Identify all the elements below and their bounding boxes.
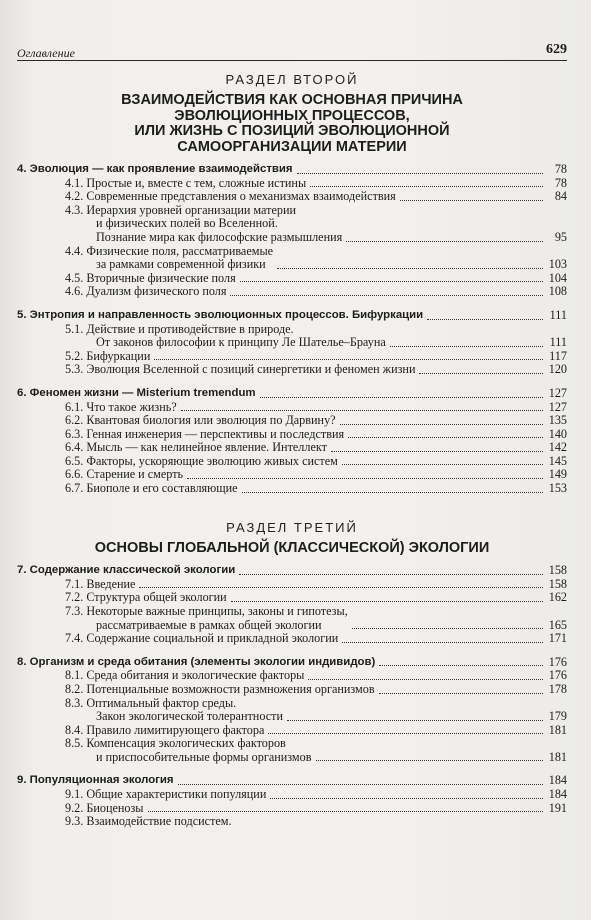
entry-line: 6.1. Что такое жизнь? bbox=[65, 399, 177, 414]
chapter-entry[interactable] bbox=[17, 387, 567, 401]
dot-leader bbox=[139, 587, 543, 588]
entry-page: 178 bbox=[548, 681, 567, 696]
table-of-contents bbox=[17, 72, 567, 839]
toc-entry[interactable] bbox=[17, 177, 567, 191]
chapter-entry[interactable] bbox=[17, 656, 567, 670]
entry-line: 9.2. Биоценозы bbox=[65, 800, 144, 815]
dot-leader bbox=[419, 373, 543, 374]
entry-title bbox=[65, 177, 306, 191]
toc-entry[interactable] bbox=[17, 414, 567, 428]
chapter-entry[interactable] bbox=[17, 309, 567, 323]
entry-line: Закон экологической толерантности bbox=[96, 709, 283, 724]
entry-title bbox=[65, 632, 338, 646]
dot-leader bbox=[231, 601, 543, 602]
entry-line: 6.6. Старение и смерть bbox=[65, 467, 184, 482]
entry-page: 127 bbox=[548, 399, 567, 414]
toc-entry[interactable] bbox=[17, 683, 567, 697]
entry-line: 6.3. Генная инженерия — перспективы и последствия bbox=[65, 426, 345, 441]
entry-page: 108 bbox=[548, 284, 567, 299]
entry-title bbox=[65, 350, 150, 364]
entry-line: 4.3. Иерархия уровней организации материи bbox=[65, 202, 297, 217]
toc-entry[interactable] bbox=[17, 591, 567, 605]
entry-title bbox=[65, 697, 283, 724]
chapter-title: 9. Популяционная экология bbox=[17, 774, 174, 787]
entry-title bbox=[65, 788, 266, 802]
section-title-line: ВЗАИМОДЕЙСТВИЯ КАК ОСНОВНАЯ ПРИЧИНА bbox=[121, 92, 463, 108]
entry-page: 176 bbox=[548, 668, 567, 683]
entry-line: 7.1. Введение bbox=[65, 576, 136, 591]
entry-page: 165 bbox=[548, 617, 567, 632]
chapter-page: 176 bbox=[548, 654, 567, 669]
toc-entry[interactable] bbox=[17, 578, 567, 592]
toc-entry[interactable] bbox=[17, 285, 567, 299]
chapter-title: 7. Содержание классической экологии bbox=[17, 564, 236, 577]
entry-page: 104 bbox=[548, 270, 567, 285]
entry-line: 4.5. Вторичные физические поля bbox=[65, 270, 236, 285]
dot-leader bbox=[270, 798, 543, 799]
entry-line: 4.4. Физические поля, рассматриваемые bbox=[65, 243, 274, 258]
entry-title bbox=[65, 802, 144, 816]
dot-leader bbox=[310, 186, 543, 187]
entry-page: 95 bbox=[554, 229, 567, 244]
entry-page: 135 bbox=[548, 413, 567, 428]
entry-line: 8.4. Правило лимитирующего фактора bbox=[65, 722, 265, 737]
toc-entry[interactable] bbox=[17, 350, 567, 364]
entry-page: 181 bbox=[548, 722, 567, 737]
dot-leader bbox=[308, 679, 543, 680]
entry-page: 162 bbox=[548, 590, 567, 605]
toc-entry[interactable] bbox=[17, 323, 567, 350]
dot-leader bbox=[400, 200, 543, 201]
toc-entry[interactable] bbox=[17, 272, 567, 286]
entry-title bbox=[65, 578, 135, 592]
entry-line: и физических полей во Вселенной. bbox=[96, 216, 278, 231]
entry-page: 181 bbox=[548, 749, 567, 764]
entry-line: за рамками современной физики bbox=[96, 257, 266, 272]
dot-leader bbox=[239, 574, 543, 575]
entry-line: рассматриваемые в рамках общей экологии bbox=[96, 617, 322, 632]
dot-leader bbox=[379, 665, 543, 666]
chapter-title: 5. Энтропия и направленность эволюционных процессов. Бифуркации bbox=[17, 308, 424, 321]
entry-page: 78 bbox=[554, 175, 567, 190]
chapter-entry[interactable] bbox=[17, 163, 567, 177]
entry-line: 4.2. Современные представления о механизмах взаимодействия bbox=[65, 189, 396, 204]
entry-page: 184 bbox=[548, 787, 567, 802]
toc-entry[interactable] bbox=[17, 724, 567, 738]
dot-leader bbox=[287, 720, 543, 721]
running-head bbox=[17, 40, 567, 61]
chapter-entry[interactable] bbox=[17, 564, 567, 578]
entry-title bbox=[65, 683, 375, 697]
entry-line: 4.6. Дуализм физического поля bbox=[65, 284, 227, 299]
section-spacer bbox=[17, 506, 567, 520]
dot-leader bbox=[340, 424, 543, 425]
entry-line: 6.4. Мысль — как нелинейное явление. Интеллект bbox=[65, 440, 327, 455]
entry-title bbox=[65, 428, 344, 442]
entry-line: 8.1. Среда обитания и экологические факторы bbox=[65, 668, 305, 683]
entry-title bbox=[65, 591, 227, 605]
entry-title bbox=[65, 204, 342, 245]
toc-chapter bbox=[17, 656, 567, 765]
toc-entry[interactable] bbox=[17, 697, 567, 724]
dot-leader bbox=[427, 319, 543, 320]
toc-entry[interactable] bbox=[17, 605, 567, 632]
toc-entry[interactable] bbox=[17, 468, 567, 482]
dot-leader bbox=[346, 241, 543, 242]
entry-title bbox=[65, 441, 327, 455]
entry-line: 6.7. Биополе и его составляющие bbox=[65, 481, 238, 496]
entry-page: 145 bbox=[548, 453, 567, 468]
dot-leader bbox=[342, 464, 543, 465]
toc-entry[interactable] bbox=[17, 363, 567, 377]
toc-entry[interactable] bbox=[17, 669, 567, 683]
page-number: 629 bbox=[546, 42, 567, 57]
entry-line: 8.3. Оптимальный фактор среды. bbox=[65, 695, 237, 710]
section-title-line: САМООРГАНИЗАЦИИ МАТЕРИИ bbox=[177, 138, 407, 155]
entry-page: 191 bbox=[548, 800, 567, 815]
chapter-entry[interactable] bbox=[17, 774, 567, 788]
toc-entry[interactable] bbox=[17, 482, 567, 496]
dot-leader bbox=[352, 628, 543, 629]
dot-leader bbox=[240, 281, 543, 282]
entry-title bbox=[65, 285, 226, 299]
toc-entry[interactable] bbox=[17, 441, 567, 455]
entry-title bbox=[65, 724, 264, 738]
entry-line: 7.2. Структура общей экологии bbox=[65, 590, 227, 605]
entry-page: 117 bbox=[549, 348, 567, 363]
dot-leader bbox=[268, 733, 543, 734]
entry-page: 158 bbox=[548, 576, 567, 591]
dot-leader bbox=[379, 693, 543, 694]
running-head-title: Оглавление bbox=[17, 46, 75, 60]
chapter-page: 184 bbox=[548, 773, 567, 788]
chapter-page: 158 bbox=[548, 563, 567, 578]
entry-line: 5.2. Бифуркации bbox=[65, 348, 151, 363]
toc-entry[interactable] bbox=[17, 632, 567, 646]
entry-line: 9.3. Взаимодействие подсистем. bbox=[65, 814, 232, 829]
chapter-title: 8. Организм и среда обитания (элементы экологии индивидов) bbox=[17, 655, 376, 668]
toc-entry[interactable] bbox=[17, 737, 567, 764]
entry-line: 5.1. Действие и противодействие в природе. bbox=[65, 321, 294, 336]
toc-chapter bbox=[17, 309, 567, 377]
entry-title bbox=[65, 482, 238, 496]
chapter-page: 111 bbox=[549, 307, 567, 322]
chapter-title: 6. Феномен жизни — Misterium tremendum bbox=[17, 386, 256, 399]
entry-title bbox=[65, 737, 312, 764]
dot-leader bbox=[154, 359, 543, 360]
chapter-title: 4. Эволюция — как проявление взаимодействия bbox=[17, 163, 293, 175]
dot-leader bbox=[242, 492, 543, 493]
dot-leader bbox=[316, 760, 544, 761]
dot-leader bbox=[331, 451, 543, 452]
entry-page: 103 bbox=[548, 257, 567, 272]
dot-leader bbox=[342, 642, 543, 643]
entry-page: 153 bbox=[548, 481, 567, 496]
section-label: РАЗДЕЛ ТРЕТИЙ bbox=[226, 519, 358, 535]
dot-leader bbox=[277, 268, 543, 269]
dot-leader bbox=[178, 784, 543, 785]
dot-leader bbox=[297, 173, 543, 174]
entry-title bbox=[65, 401, 177, 415]
toc-entry[interactable] bbox=[17, 428, 567, 442]
entry-line: 5.3. Эволюция Вселенной с позиций синергетики и феномен жизни bbox=[65, 362, 416, 377]
section-title bbox=[17, 93, 567, 155]
chapter-page: 127 bbox=[548, 385, 567, 400]
dot-leader bbox=[260, 397, 543, 398]
entry-line: 8.2. Потенциальные возможности размножения организмов bbox=[65, 681, 375, 696]
entry-title bbox=[65, 669, 304, 683]
toc-chapter bbox=[17, 564, 567, 646]
toc-entry[interactable] bbox=[17, 245, 567, 272]
dot-leader bbox=[187, 478, 543, 479]
entry-title bbox=[65, 272, 236, 286]
section-label: РАЗДЕЛ ВТОРОЙ bbox=[225, 72, 359, 87]
entry-line: От законов философии к принципу Ле Шателье–Брауна bbox=[96, 335, 386, 350]
entry-title bbox=[65, 363, 415, 377]
entry-page: 142 bbox=[548, 440, 567, 455]
toc-chapter bbox=[17, 774, 567, 828]
entry-line: 9.1. Общие характеристики популяции bbox=[65, 787, 267, 802]
entry-line: 7.4. Содержание социальной и прикладной экологии bbox=[65, 631, 339, 646]
toc-entry[interactable] bbox=[17, 190, 567, 204]
toc-chapter bbox=[17, 387, 567, 496]
entry-line: и приспособительные формы организмов bbox=[96, 749, 312, 764]
section-title bbox=[17, 541, 567, 557]
toc-entry[interactable] bbox=[17, 802, 567, 816]
entry-line: 7.3. Некоторые важные принципы, законы и гипотезы, bbox=[65, 603, 348, 618]
section-title-line: ИЛИ ЖИЗНЬ С ПОЗИЦИЙ ЭВОЛЮЦИОННОЙ bbox=[134, 123, 450, 139]
toc-entry[interactable] bbox=[17, 815, 567, 829]
entry-line: 4.1. Простые и, вместе с тем, сложные истины bbox=[65, 175, 307, 190]
toc-entry[interactable] bbox=[17, 204, 567, 245]
toc-entry[interactable] bbox=[17, 788, 567, 802]
dot-leader bbox=[181, 410, 543, 411]
entry-title bbox=[65, 605, 348, 632]
entry-page: 140 bbox=[548, 426, 567, 441]
entry-line: 8.5. Компенсация экологических факторов bbox=[65, 736, 286, 751]
entry-line: 6.2. Квантовая биология или эволюция по Дарвину? bbox=[65, 413, 336, 428]
entry-title bbox=[65, 815, 232, 829]
dot-leader bbox=[230, 295, 543, 296]
toc-entry[interactable] bbox=[17, 455, 567, 469]
entry-page: 120 bbox=[548, 362, 567, 377]
entry-page: 111 bbox=[549, 335, 567, 350]
chapter-page: 78 bbox=[554, 162, 567, 176]
dot-leader bbox=[348, 437, 543, 438]
entry-page: 84 bbox=[554, 189, 567, 204]
entry-title bbox=[65, 323, 386, 350]
entry-line: Познание мира как философские размышления bbox=[96, 229, 343, 244]
entry-page: 179 bbox=[548, 709, 567, 724]
entry-title bbox=[65, 468, 183, 482]
entry-line: 6.5. Факторы, ускоряющие эволюцию живых систем bbox=[65, 453, 338, 468]
dot-leader bbox=[148, 811, 544, 812]
section-title-line: ЭВОЛЮЦИОННЫХ ПРОЦЕССОВ, bbox=[174, 107, 410, 124]
entry-page: 149 bbox=[548, 467, 567, 482]
entry-title bbox=[65, 414, 336, 428]
entry-title bbox=[65, 455, 338, 469]
toc-chapter bbox=[17, 163, 567, 299]
toc-entry[interactable] bbox=[17, 401, 567, 415]
entry-title bbox=[65, 245, 273, 272]
section-title-line: ОСНОВЫ ГЛОБАЛЬНОЙ (КЛАССИЧЕСКОЙ) ЭКОЛОГИИ bbox=[94, 539, 490, 556]
entry-title bbox=[65, 190, 396, 204]
dot-leader bbox=[390, 346, 543, 347]
entry-page: 171 bbox=[548, 631, 567, 646]
